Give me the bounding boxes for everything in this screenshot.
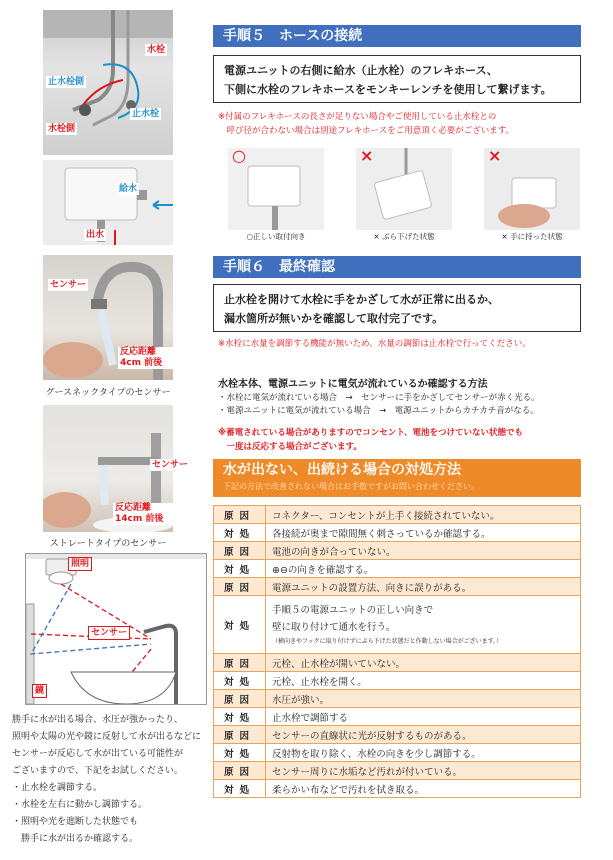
row-key: 原因 — [214, 542, 266, 560]
left-notes — [12, 712, 201, 848]
step6-note: ※水栓に水量を調節する機能が無いため、水量の調節は止水栓で行ってください。 — [218, 339, 531, 349]
label-stop-valve: 止水栓 — [132, 109, 160, 119]
label-water-valve: 水栓 — [147, 45, 166, 55]
label-faucet-side: 水栓側 — [48, 124, 76, 134]
check-lines — [218, 392, 540, 418]
label-stop-valve-side: 止水栓側 — [48, 77, 85, 87]
row-key: 原因 — [214, 762, 266, 780]
label-water-supply: 給水 — [119, 184, 138, 194]
table-row — [214, 560, 581, 578]
left-note-line: ございますので、下記をお試しください。 — [12, 766, 183, 776]
table-row — [214, 596, 581, 654]
row-key: 対処 — [214, 780, 266, 798]
example-mark-handheld: × — [488, 146, 502, 165]
table-row — [214, 524, 581, 542]
power-unit-illustration — [43, 160, 173, 245]
row-key: 対処 — [214, 708, 266, 726]
check-warning-line: 一度は反応する場合がございます。 — [218, 442, 362, 452]
table-row — [214, 780, 581, 798]
label-mirror: 鏡 — [32, 684, 47, 698]
photo-power-unit — [43, 160, 173, 245]
caption-gooseneck: グースネックタイプのセンサー — [45, 388, 171, 398]
row-text: 反射物を取り除く、水栓の向きを少し調節する。 — [266, 744, 581, 762]
example-mark-hanging: × — [360, 146, 374, 165]
check-line: ・水栓に電気が流れている場合 → センサーに手をかざしてセンサーが赤く光る。 — [218, 393, 540, 403]
step6-line: 漏水箇所が無いかを確認して取付完了です。 — [224, 312, 444, 325]
row-text: 電源ユニットの設置方法、向きに誤りがある。 — [266, 578, 581, 596]
left-note-line: 照明や太陽の光や鏡に反射して水が出るなどに — [12, 732, 202, 742]
row-text: コネクター、コンセントが上手く接続されていない。 — [266, 506, 581, 524]
check-warning — [218, 426, 523, 454]
left-note-line: 勝手に水が出るか確認する。 — [12, 834, 139, 844]
trouble-subtitle: 下記の方法で改善されない場合はお手数ですがお問い合わせください。 — [223, 482, 479, 491]
row-text: ⊕⊖の向きを確認する。 — [266, 560, 581, 578]
trouble-table — [213, 505, 581, 798]
row-key: 対処 — [214, 596, 266, 654]
table-row — [214, 672, 581, 690]
row-text-small: （横向きやフックに取り付けずにぶら下げた状態だと作動しない場合がございます。） — [272, 637, 503, 645]
row-key: 対処 — [214, 560, 266, 578]
row-key: 原因 — [214, 578, 266, 596]
row-text: センサーの直線状に光が反射するものがある。 — [266, 726, 581, 744]
table-row — [214, 744, 581, 762]
step5-note-line: 呼び径が合わない場合は別途フレキホースをご用意頂く必要がございます。 — [218, 126, 515, 136]
table-row — [214, 726, 581, 744]
row-key: 対処 — [214, 524, 266, 542]
example-caption-correct: ○正しい取付向き — [246, 232, 306, 241]
row-key: 対処 — [214, 744, 266, 762]
example-mark-correct: ○ — [232, 146, 246, 165]
table-row — [214, 578, 581, 596]
row-text: センサー周りに水垢など汚れが付いている。 — [266, 762, 581, 780]
label-water-out: 出水 — [86, 230, 105, 240]
step5-line: 下側に水栓のフレキホースをモンキーレンチを使用して繋げます。 — [224, 83, 552, 96]
left-note-line: ・照明や光を遮断した状態でも — [12, 817, 139, 827]
label-diagram-sensor: センサー — [88, 626, 130, 640]
step5-line: 電源ユニットの右側に給水（止水栓）のフレキホース、 — [224, 64, 498, 77]
step5-instructions — [213, 55, 581, 103]
table-row — [214, 506, 581, 524]
row-key: 原因 — [214, 726, 266, 744]
step6-line: 止水栓を開けて水栓に手をかざして水が正常に出るか、 — [224, 293, 499, 306]
check-warning-line: ※蓄電されている場合がありますのでコンセント、電池をつけていない状態でも — [218, 428, 524, 438]
label-gooseneck-range: 反応距離 4cm 前後 — [118, 347, 178, 369]
row-key: 対処 — [214, 672, 266, 690]
row-text: 柔らかい布などで汚れを拭き取る。 — [266, 780, 581, 798]
example-caption-handheld: × 手に持った状態 — [501, 232, 563, 241]
row-text: 元栓、止水栓を開く。 — [266, 672, 581, 690]
check-line: ・電源ユニットに電気が流れている場合 → 電源ユニットからカチカチ音がなる。 — [218, 406, 539, 416]
table-row — [214, 762, 581, 780]
row-text-line: 壁に取り付けて通水を行う。 — [272, 621, 396, 633]
step5-note-line: ※付属のフレキホースの長さが足りない場合やご使用している止水栓との — [218, 112, 497, 122]
example-caption-hanging: × ぶら下げた状態 — [373, 232, 435, 241]
step6-heading: 手順６ 最終確認 — [213, 256, 581, 278]
label-straight-sensor: センサー — [152, 460, 189, 470]
trouble-title: 水が出ない、出続ける場合の対処方法 — [223, 462, 461, 478]
label-lighting: 照明 — [68, 557, 92, 571]
left-note-line: 勝手に水が出る場合、水圧が強かったり、 — [12, 715, 184, 725]
left-note-line: ・水栓を左右に動かし調節する。 — [12, 800, 148, 810]
row-text-multiline — [266, 596, 581, 654]
row-text: 止水栓で調節する — [266, 708, 581, 726]
row-text-line: 手順５の電源ユニットの正しい向きで — [272, 604, 434, 616]
step6-instructions — [213, 284, 581, 332]
row-key: 原因 — [214, 690, 266, 708]
row-text: 水圧が強い。 — [266, 690, 581, 708]
table-row — [214, 542, 581, 560]
left-note-line: センサーが反応して水が出ている可能性が — [12, 749, 184, 759]
left-note-line: ・止水栓を調節する。 — [12, 783, 103, 793]
label-gooseneck-sensor: センサー — [50, 280, 87, 290]
trouble-heading — [213, 459, 581, 497]
row-key: 原因 — [214, 506, 266, 524]
step5-note — [218, 110, 514, 138]
row-text: 元栓、止水栓が開いていない。 — [266, 654, 581, 672]
caption-straight: ストレートタイプのセンサー — [49, 539, 167, 549]
table-row — [214, 690, 581, 708]
row-text: 各接続が奥まで隙間無く刺さっているか確認する。 — [266, 524, 581, 542]
step5-heading: 手順５ ホースの接続 — [213, 25, 581, 47]
table-row — [214, 708, 581, 726]
check-heading: 水栓本体、電源ユニットに電気が流れているか確認する方法 — [218, 379, 488, 390]
row-key: 原因 — [214, 654, 266, 672]
label-straight-range: 反応距離 14cm 前後 — [113, 503, 175, 525]
row-text: 電池の向きが合っていない。 — [266, 542, 581, 560]
table-row — [214, 654, 581, 672]
